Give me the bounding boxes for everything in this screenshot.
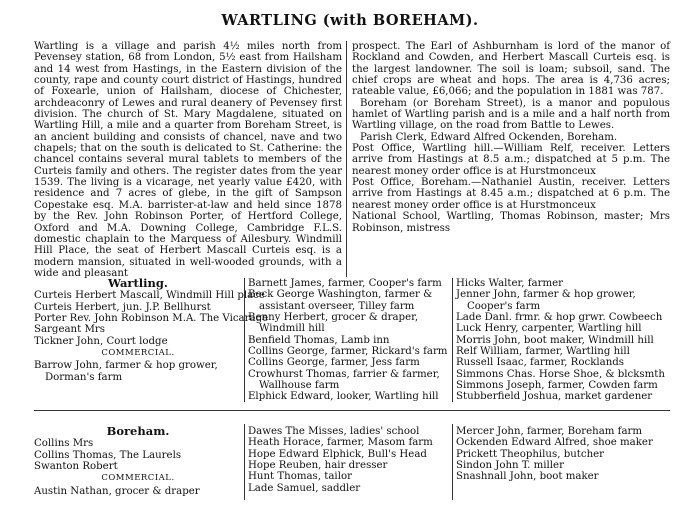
list-item: Morris John, boot maker, Windmill hill: [456, 334, 654, 346]
list-item: Hope Reuben, hair dresser: [248, 460, 388, 472]
list-item: Lade Danl. frmr. & hop grwr. Cowbeech: [456, 312, 663, 324]
list-item: Simmons Joseph, farmer, Cowden farm: [456, 380, 658, 392]
wartling-col-3: [456, 278, 672, 403]
list-item: Beck George Washington, farmer & assistant overseer, Tilley farm: [248, 289, 433, 312]
list-item: Collins George, farmer, Jess farm: [248, 357, 420, 369]
list-item: Ockenden Edward Alfred, shoe maker: [456, 437, 653, 449]
column-divider: [244, 424, 245, 500]
list-item: Crowhurst Thomas, farrier & farmer, Wallhouse farm: [248, 368, 440, 392]
boreham-heading: Boreham.: [106, 424, 170, 438]
wartling-heading: Wartling.: [108, 276, 168, 290]
list-item: Dawes The Misses, ladies' school: [248, 426, 420, 437]
commercial-label: COMMERCIAL.: [101, 473, 175, 484]
list-item: Russell Isaac, farmer, Rocklands: [456, 357, 625, 369]
boreham-col-1: [34, 426, 242, 497]
list-item: Elphick Edward, looker, Wartling hill: [248, 391, 439, 403]
list-item: Collins Thomas, The Laurels: [34, 449, 182, 461]
list-item: Sargeant Mrs: [34, 324, 105, 336]
list-item: Barnett James, farmer, Cooper's farm: [248, 278, 442, 289]
list-item: Austin Nathan, grocer & draper: [34, 485, 200, 497]
column-divider: [452, 278, 453, 402]
list-item: Stubberfield Joshua, market gardener: [456, 391, 653, 403]
description-prospect: prospect. The Earl of Ashburnham is lord of the manor of Rockland and Cowden, and Herbert Mascall Curteis esq. is the largest landowner. The soil is loam; subsoil, sand. The chief crops are wheat and hops. The area is 4,736 acres; rateable value, £6,066; and the population in 1881 was 787.: [352, 41, 670, 98]
list-item: Luck Henry, carpenter, Wartling hill: [456, 323, 642, 335]
description-right: [352, 41, 670, 234]
list-item: Swanton Robert: [34, 461, 118, 473]
list-item: Hope Edward Elphick, Bull's Head: [248, 448, 427, 460]
list-item: Benfield Thomas, Lamb inn: [248, 334, 390, 346]
parish-clerk: Parish Clerk, Edward Alfred Ockenden, Boreham.: [360, 131, 618, 143]
wartling-col-2: [248, 278, 448, 403]
description-boreham: Boreham (or Boreham Street), is a manor and populous hamlet of Wartling parish and is a mile and a half north from Wartling village, on the road from Battle to Lewes.: [352, 97, 670, 132]
list-item: Jenner John, farmer & hop grower, Cooper's farm: [456, 289, 636, 312]
list-item: Relf William, farmer, Wartling hill: [456, 346, 630, 358]
post-office-wartling: Post Office, Wartling hill.—William Relf, receiver. Letters arrive from Hastings at 8.5 a.m.; dispatched at 5 p.m. The nearest money order office is at Hurstmonceux: [352, 143, 670, 177]
column-divider: [244, 278, 245, 402]
wartling-col-1: [34, 276, 269, 383]
post-office-boreham: Post Office, Boreham.—Nathaniel Austin, receiver. Letters arrive from Hastings at 8.45 a.m.; dispatched at 6 p.m. The nearest money order office is at Hurstmonceux: [352, 177, 670, 211]
list-item: Sindon John T. miller: [456, 460, 564, 472]
list-item: Prickett Theophilus, butcher: [456, 448, 605, 460]
list-item: Lade Samuel, saddler: [248, 482, 361, 494]
list-item: Simmons Chas. Horse Shoe, & blcksmth: [456, 368, 665, 380]
page-title: WARTLING (with BOREHAM).: [221, 12, 479, 29]
description-left: [34, 41, 342, 279]
list-item: Hunt Thomas, tailor: [248, 471, 352, 483]
list-item: Curteis Herbert, jun. J.P. Bellhurst: [34, 301, 211, 313]
column-divider: [346, 41, 347, 277]
boreham-col-3: [456, 426, 672, 483]
list-item: Benny Herbert, grocer & draper, Windmill hill: [248, 312, 419, 335]
list-item: Snashnall John, boot maker: [456, 471, 599, 483]
description-left-text: Wartling is a village and parish 4½ miles north from Pevensey station, 68 from London, 5½ east from Hailsham and 14 west from Hastings, in the Eastern division of the county, rape and county court district of Hastings, hundred of Foxearle, union of Hailsham, diocese of Chichester, archdeaconry of Lewes and rural deanery of Pevensey first division. The church of St. Mary Magdalene, situated on Wartling Hill, a mile and a quarter from Boreham Street, is an ancient building and consists of chancel, nave and two chapels; that on the south is delicated to St. Catherine: the chancel contains several mural tablets to members of the Curteis family and others. The register dates from the year 1539. The living is a vicarage, net yearly value £420, with residence and 7 acres of glebe, in the gift of Sampson Copestake esq. M.A. barrister-at-law and held since 1878 by the Rev. John Robinson Porter, of Hertford College, Oxford and M.A. Downing College, Cambridge F.L.S. domestic chaplain to the Marquess of Ailesbury. Windmill Hill Place, the seat of Herbert Mascall Curteis esq. is a modern mansion, situated in well-wooded grounds, with a wide and pleasant: [34, 41, 342, 279]
section-divider: [34, 410, 670, 411]
list-item: Mercer John, farmer, Boreham farm: [456, 426, 643, 437]
list-item: Porter Rev. John Robinson M.A. The Vicarage: [34, 313, 269, 325]
boreham-col-2: [248, 426, 448, 494]
commercial-label: COMMERCIAL.: [101, 348, 175, 359]
column-divider: [452, 424, 453, 500]
national-school: National School, Wartling, Thomas Robinson, master; Mrs Robinson, mistress: [352, 211, 670, 234]
list-item: Hicks Walter, farmer: [456, 278, 564, 289]
list-item: Curteis Herbert Mascall, Windmill Hill place: [34, 290, 265, 302]
list-item: Collins Mrs: [34, 438, 94, 450]
list-item: Collins George, farmer, Rickard's farm: [248, 346, 448, 358]
list-item: Tickner John, Court lodge: [34, 335, 168, 347]
list-item: Heath Horace, farmer, Masom farm: [248, 437, 433, 449]
list-item: Barrow John, farmer & hop grower, Dorman's farm: [34, 360, 218, 383]
